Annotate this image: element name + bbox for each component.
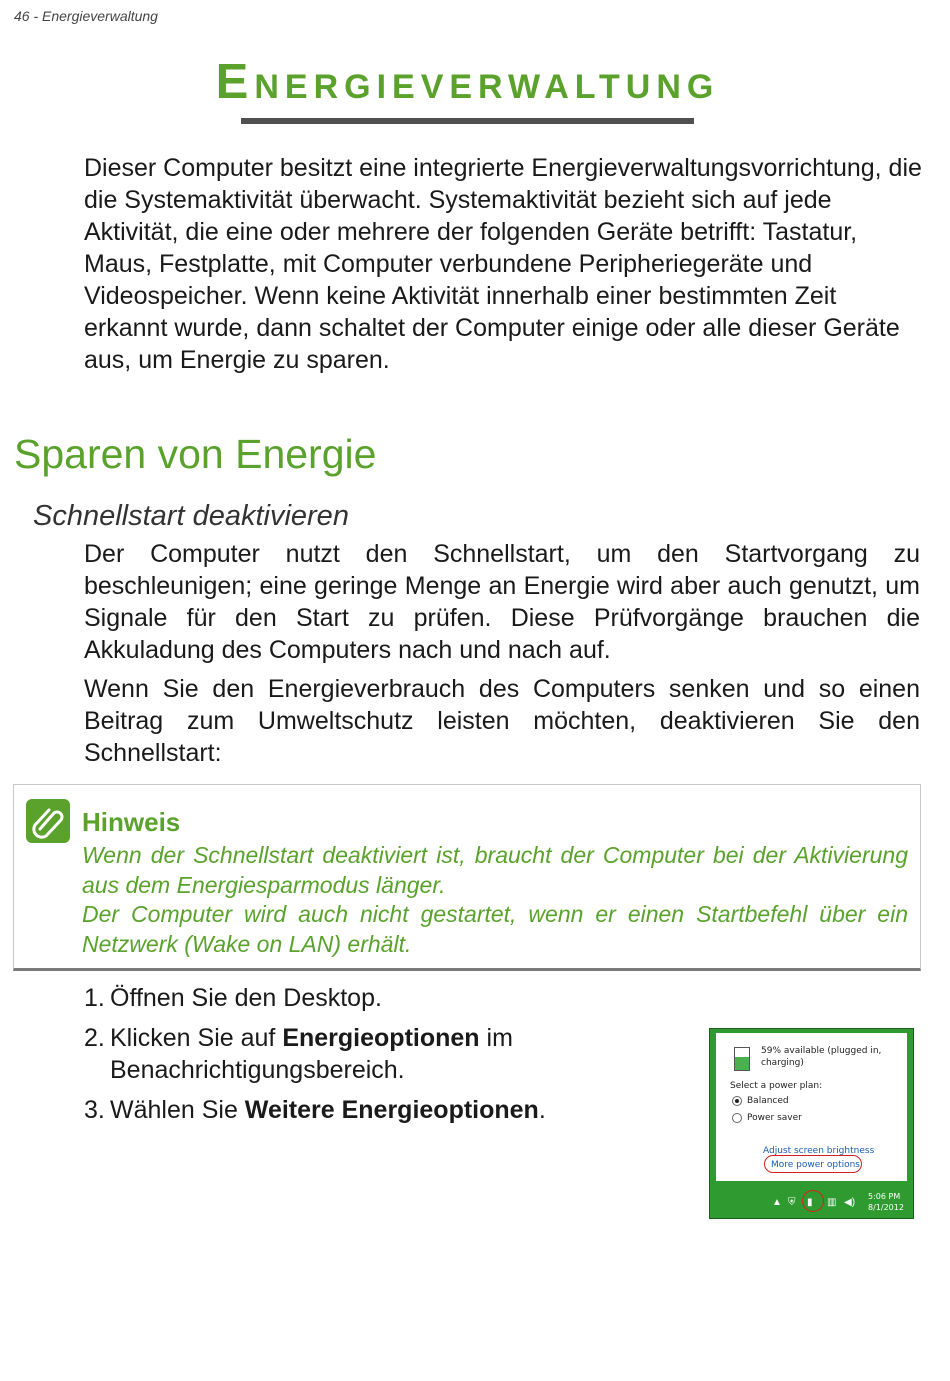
note-title: Hinweis (82, 807, 181, 837)
note-text-1: Wenn der Schnellstart deaktiviert ist, braucht der Computer bei der Aktivierung aus dem Energiesparmodus länger. (82, 842, 908, 898)
chevron-up-icon[interactable]: ▲ (772, 1197, 782, 1208)
power-plan-label: Select a power plan: (730, 1081, 823, 1091)
battery-icon (734, 1047, 750, 1071)
taskbar (710, 1186, 913, 1218)
chapter-title: Energieverwaltung (215, 55, 720, 109)
radio-unselected[interactable] (732, 1113, 742, 1123)
steps-list (84, 982, 604, 1134)
shield-icon[interactable]: ⛨ (788, 1197, 796, 1208)
power-icon-highlight (802, 1190, 824, 1212)
sub-heading: Schnellstart deaktivieren (33, 500, 349, 532)
list-item (84, 982, 604, 1014)
plan-power-saver[interactable]: Power saver (732, 1113, 802, 1123)
body-paragraph-1: Der Computer nutzt den Schnellstart, um den Startvorgang zu beschleunigen; eine geringe Menge an Energie wird aber auch genutzt, um Signale für den Start zu prüfen. Diese Prüfvorgänge brauchen die Akkuladung des Computers nach und nach auf. (84, 540, 920, 664)
list-item (84, 1094, 604, 1126)
highlight-oval (764, 1155, 862, 1173)
body-paragraph-2: Wenn Sie den Energieverbrauch des Computers senken und so einen Beitrag zum Umweltschutz leisten möchten, deaktivieren Sie den Schnellstart: (84, 675, 920, 767)
step-number: 3. (84, 1096, 105, 1124)
power-icon[interactable]: ▮ (807, 1197, 813, 1208)
section-heading: Sparen von Energie (14, 431, 377, 477)
title-rule (241, 118, 694, 124)
power-options-screenshot (709, 1028, 914, 1219)
running-header: 46 - Energieverwaltung (14, 8, 158, 24)
radio-selected[interactable] (732, 1096, 742, 1106)
speaker-icon[interactable]: ◀) (844, 1197, 856, 1208)
network-icon[interactable]: ▥ (827, 1197, 837, 1208)
note-box (13, 784, 921, 971)
power-flyout (716, 1033, 907, 1181)
battery-status: 59% available (plugged in, charging) (761, 1046, 882, 1068)
step-text: Wählen Sie Weitere Energieoptionen. (110, 1096, 546, 1124)
paperclip-icon (26, 799, 70, 843)
more-power-options-link[interactable]: More power options (771, 1160, 860, 1170)
clock[interactable]: 5:06 PM 8/1/2012 (868, 1192, 904, 1212)
intro-paragraph: Dieser Computer besitzt eine integrierte Energieverwaltungsvorrichtung, die die Systemaktivität überwacht. Systemaktivität bezieht sich auf jede Aktivität, die eine oder mehrere der folgenden Geräte betrifft: Tastatur, Maus, Festplatte, mit Computer verbundene Peripheriegeräte und Videospeicher. Wenn keine Aktivität innerhalb einer bestimmten Zeit erkannt wurde, dann schaltet der Computer einige oder alle dieser Geräte aus, um Energie zu sparen. (84, 154, 922, 374)
note-text-2: Der Computer wird auch nicht gestartet, wenn er einen Startbefehl über ein Netzwerk (Wake on LAN) erhält. (82, 901, 908, 957)
plan-balanced[interactable]: Balanced (732, 1096, 789, 1106)
adjust-brightness-link[interactable]: Adjust screen brightness (763, 1146, 875, 1156)
list-item (84, 1022, 604, 1086)
step-number: 1. (84, 984, 105, 1012)
step-text: Klicken Sie auf Energieoptionen im Benachrichtigungsbereich. (110, 1024, 513, 1084)
step-number: 2. (84, 1024, 105, 1052)
step-text: Öffnen Sie den Desktop. (110, 984, 382, 1012)
